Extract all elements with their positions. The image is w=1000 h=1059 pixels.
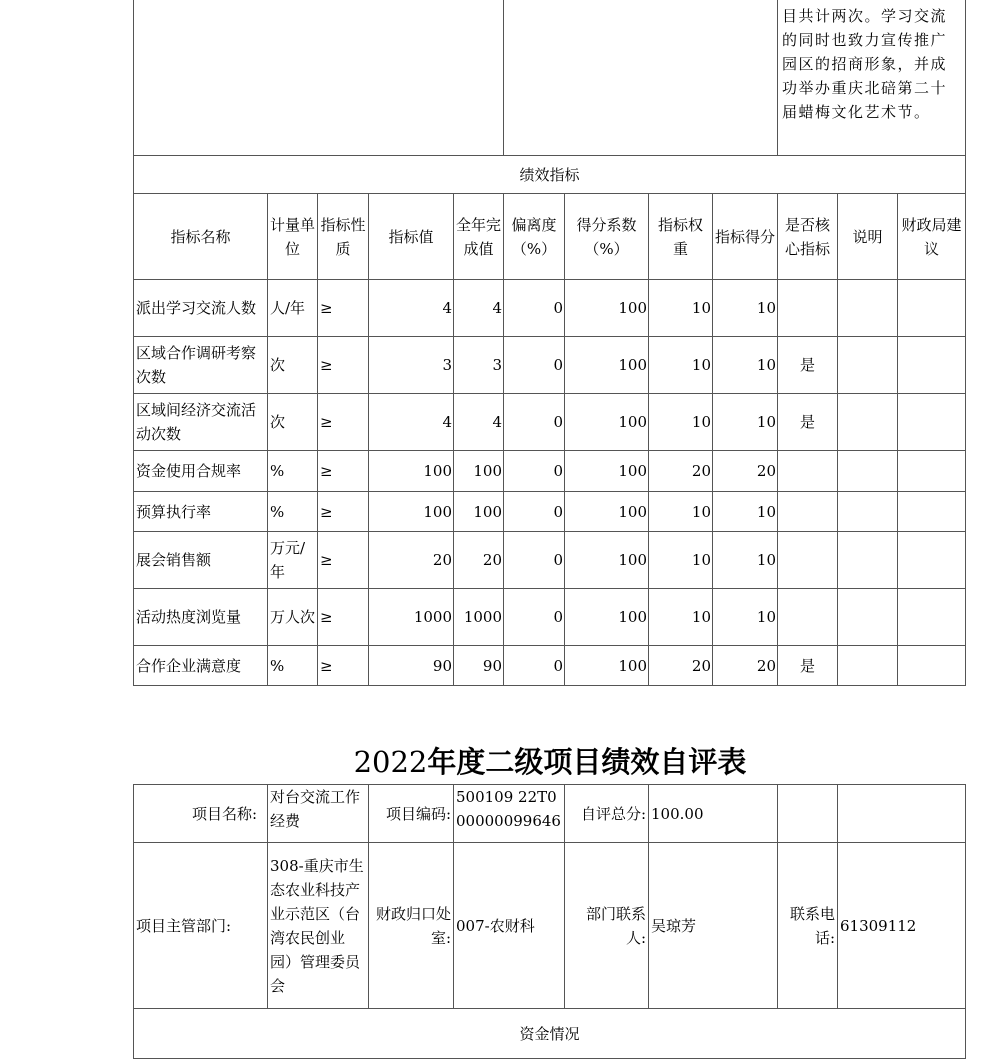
cell-name: 展会销售额 [134, 532, 268, 589]
cell-dev: 0 [504, 532, 565, 589]
cell-unit: 万元/年 [268, 532, 318, 589]
cell-coef: 100 [565, 337, 649, 394]
header-cell: 指标权重 [649, 194, 713, 280]
cell-note [838, 394, 898, 451]
header-cell: 指标值 [369, 194, 454, 280]
cell-score: 10 [713, 492, 778, 532]
header-cell: 说明 [838, 194, 898, 280]
cell-core [778, 589, 838, 646]
cell-actual: 3 [454, 337, 504, 394]
top-note-cell: 目共计两次。学习交流的同时也致力宣传推广园区的招商形象，并成功举办重庆北碚第二十届蜡梅文化艺术节。 [778, 0, 966, 156]
cell-nature: ≥ [318, 280, 369, 337]
phone-label: 联系电话: [778, 843, 838, 1009]
table-row [134, 646, 966, 686]
blank-cell [838, 785, 966, 843]
cell-target: 20 [369, 532, 454, 589]
cell-unit: 次 [268, 337, 318, 394]
header-cell: 得分系数（%） [565, 194, 649, 280]
cell-score: 20 [713, 646, 778, 686]
cell-unit: 次 [268, 394, 318, 451]
header-cell: 全年完成值 [454, 194, 504, 280]
project-info-table [133, 784, 966, 1059]
cell-score: 10 [713, 532, 778, 589]
cell-name: 区域合作调研考察次数 [134, 337, 268, 394]
cell-nature: ≥ [318, 394, 369, 451]
cell-name: 合作企业满意度 [134, 646, 268, 686]
cell-weight: 20 [649, 451, 713, 492]
cell-name: 资金使用合规率 [134, 451, 268, 492]
cell-unit: 人/年 [268, 280, 318, 337]
cell-name: 派出学习交流人数 [134, 280, 268, 337]
cell-target: 3 [369, 337, 454, 394]
table-row [134, 451, 966, 492]
cell-dev: 0 [504, 492, 565, 532]
table-row [134, 394, 966, 451]
cell-advice [898, 280, 966, 337]
cell-core: 是 [778, 337, 838, 394]
cell-advice [898, 394, 966, 451]
cell-actual: 1000 [454, 589, 504, 646]
project-code-value: 500109 22T000000099646 [454, 785, 565, 843]
cell-coef: 100 [565, 280, 649, 337]
cell-coef: 100 [565, 394, 649, 451]
cell-dev: 0 [504, 337, 565, 394]
table-row [134, 492, 966, 532]
cell-unit: % [268, 451, 318, 492]
cell-name: 区域间经济交流活动次数 [134, 394, 268, 451]
cell-nature: ≥ [318, 492, 369, 532]
cell-weight: 10 [649, 280, 713, 337]
cell-actual: 4 [454, 280, 504, 337]
cell-weight: 10 [649, 532, 713, 589]
header-cell: 指标性质 [318, 194, 369, 280]
cell-coef: 100 [565, 646, 649, 686]
cell-advice [898, 589, 966, 646]
cell-nature: ≥ [318, 646, 369, 686]
cell-name: 预算执行率 [134, 492, 268, 532]
cell-score: 20 [713, 451, 778, 492]
cell-score: 10 [713, 394, 778, 451]
contact-value: 吴琼芳 [649, 843, 778, 1009]
cell-coef: 100 [565, 492, 649, 532]
cell-core [778, 451, 838, 492]
cell-coef: 100 [565, 451, 649, 492]
blank-cell-left [134, 0, 504, 156]
project-code-label: 项目编码: [369, 785, 454, 843]
cell-unit: % [268, 492, 318, 532]
cell-unit: % [268, 646, 318, 686]
cell-coef: 100 [565, 589, 649, 646]
cell-score: 10 [713, 589, 778, 646]
cell-score: 10 [713, 280, 778, 337]
section-title-performance: 绩效指标 [134, 156, 966, 194]
cell-dev: 0 [504, 394, 565, 451]
cell-target: 1000 [369, 589, 454, 646]
cell-note [838, 451, 898, 492]
cell-note [838, 646, 898, 686]
cell-unit: 万人次 [268, 589, 318, 646]
cell-advice [898, 492, 966, 532]
blank-cell [778, 785, 838, 843]
page-title [0, 740, 1000, 781]
cell-advice [898, 337, 966, 394]
section-title-funds: 资金情况 [134, 1009, 966, 1059]
cell-advice [898, 646, 966, 686]
cell-target: 4 [369, 280, 454, 337]
cell-actual: 100 [454, 492, 504, 532]
cell-weight: 20 [649, 646, 713, 686]
cell-advice [898, 451, 966, 492]
cell-actual: 20 [454, 532, 504, 589]
contact-label: 部门联系人: [565, 843, 649, 1009]
cell-nature: ≥ [318, 589, 369, 646]
table-row [134, 337, 966, 394]
project-name-label: 项目名称: [134, 785, 268, 843]
cell-coef: 100 [565, 532, 649, 589]
cell-target: 100 [369, 451, 454, 492]
phone-value: 61309112 [838, 843, 966, 1009]
self-score-value: 100.00 [649, 785, 778, 843]
finance-label: 财政归口处室: [369, 843, 454, 1009]
project-name-value: 对台交流工作经费 [268, 785, 369, 843]
cell-target: 4 [369, 394, 454, 451]
header-cell: 是否核心指标 [778, 194, 838, 280]
cell-target: 90 [369, 646, 454, 686]
cell-nature: ≥ [318, 451, 369, 492]
cell-note [838, 532, 898, 589]
performance-table [133, 0, 966, 686]
cell-nature: ≥ [318, 532, 369, 589]
cell-core [778, 492, 838, 532]
header-cell: 指标名称 [134, 194, 268, 280]
cell-core: 是 [778, 394, 838, 451]
cell-name: 活动热度浏览量 [134, 589, 268, 646]
blank-cell-mid [504, 0, 778, 156]
table-row [134, 280, 966, 337]
cell-weight: 10 [649, 394, 713, 451]
header-row [134, 194, 966, 280]
cell-actual: 100 [454, 451, 504, 492]
cell-note [838, 280, 898, 337]
cell-core [778, 532, 838, 589]
table-row [134, 589, 966, 646]
cell-target: 100 [369, 492, 454, 532]
cell-actual: 4 [454, 394, 504, 451]
cell-note [838, 337, 898, 394]
header-cell: 财政局建议 [898, 194, 966, 280]
cell-weight: 10 [649, 589, 713, 646]
cell-note [838, 589, 898, 646]
cell-score: 10 [713, 337, 778, 394]
cell-nature: ≥ [318, 337, 369, 394]
dept-label: 项目主管部门: [134, 843, 268, 1009]
title-text: 年度二级项目绩效自评表 [427, 745, 747, 779]
header-cell: 计量单位 [268, 194, 318, 280]
title-year: 2022 [353, 745, 428, 779]
cell-core: 是 [778, 646, 838, 686]
cell-core [778, 280, 838, 337]
dept-value: 308-重庆市生态农业科技产业示范区（台湾农民创业园）管理委员会 [268, 843, 369, 1009]
cell-dev: 0 [504, 451, 565, 492]
cell-advice [898, 532, 966, 589]
self-score-label: 自评总分: [565, 785, 649, 843]
cell-actual: 90 [454, 646, 504, 686]
header-cell: 偏离度（%） [504, 194, 565, 280]
cell-weight: 10 [649, 492, 713, 532]
cell-weight: 10 [649, 337, 713, 394]
cell-dev: 0 [504, 589, 565, 646]
cell-dev: 0 [504, 280, 565, 337]
table-row [134, 532, 966, 589]
cell-dev: 0 [504, 646, 565, 686]
cell-note [838, 492, 898, 532]
finance-value: 007-农财科 [454, 843, 565, 1009]
header-cell: 指标得分 [713, 194, 778, 280]
